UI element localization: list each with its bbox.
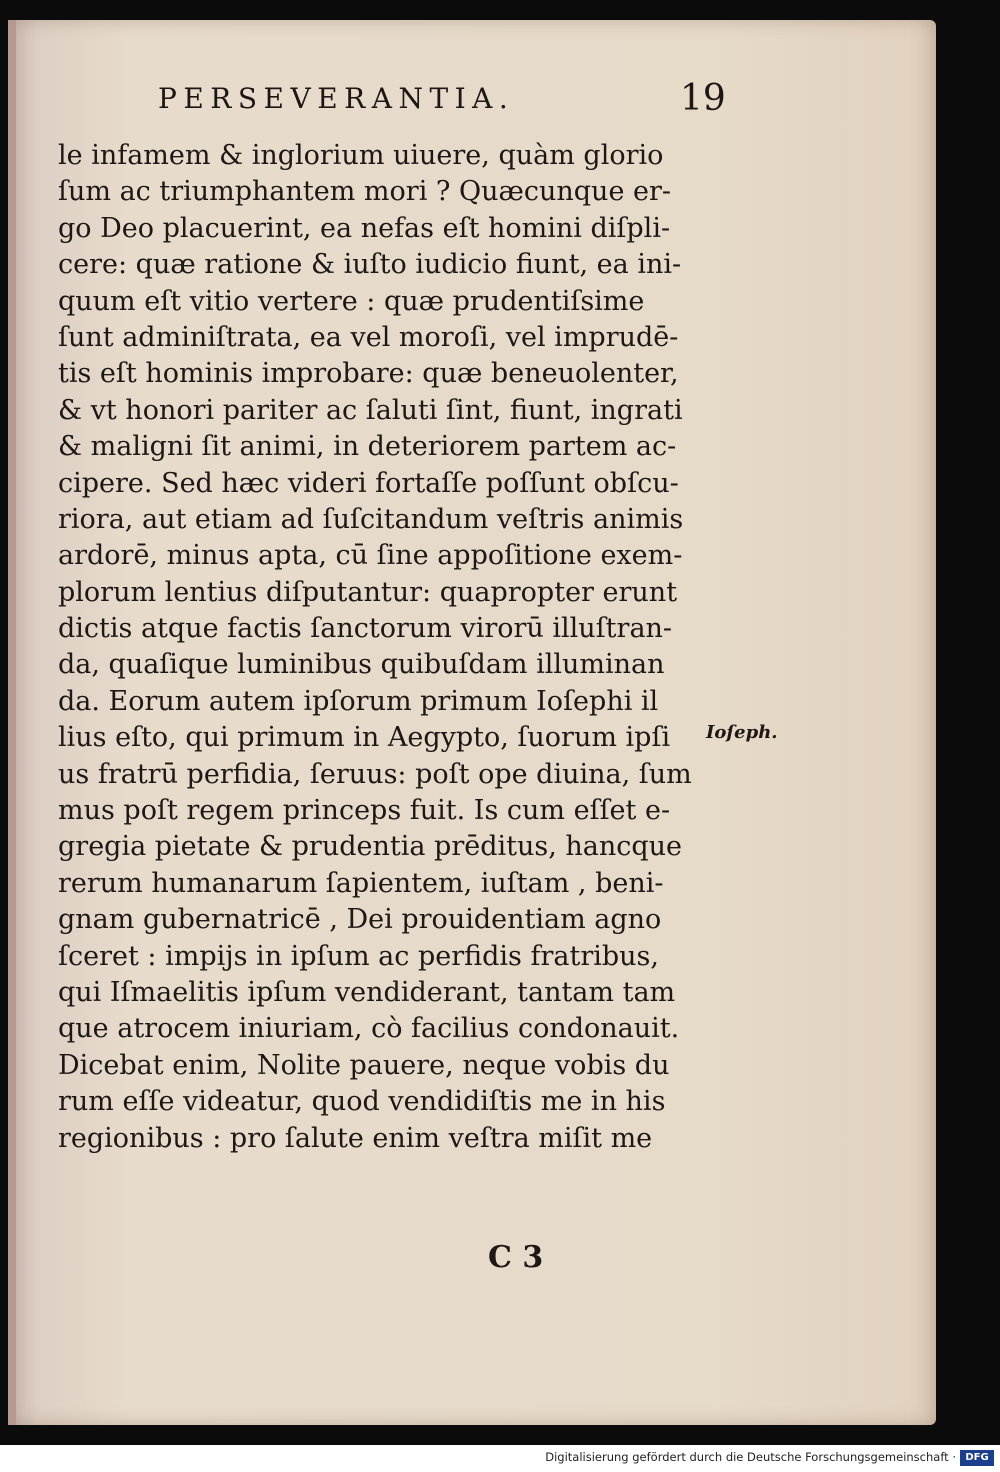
body-text <box>58 138 708 1157</box>
text-line: ſunt adminiſtrata, ea vel moroſi, vel imprudē- <box>58 321 679 353</box>
text-line: rum eſſe videatur, quod vendidiſtis me in his <box>58 1086 666 1118</box>
text-line: qui Iſmaelitis ipſum vendiderant, tantam tam <box>58 976 676 1008</box>
text-line: rerum humanarum ſapientem, iuſtam , beni- <box>58 867 664 899</box>
text-line: ſceret : impijs in ipſum ac perfidis fratribus, <box>58 940 659 972</box>
text-line: gregia pietate & prudentia prēditus, hancque <box>58 831 683 863</box>
text-line: cipere. Sed hæc videri fortaſſe poſſunt obſcu- <box>58 467 679 499</box>
text-line: cere: quæ ratione & iuſto iudicio fiunt, ea ini- <box>58 249 682 281</box>
text-line: da. Eorum autem ipſorum primum Ioſephi il <box>58 685 659 717</box>
text-line: mus poſt regem princeps fuit. Is cum eſſet e- <box>58 795 671 827</box>
dfg-logo-icon: DFG <box>960 1450 994 1466</box>
text-line: dictis atque factis ſanctorum virorū illuſtran- <box>58 613 673 645</box>
text-line: lius eſto, qui primum in Aegypto, ſuorum ipſi <box>58 722 671 754</box>
text-line: da, quaſique luminibus quibuſdam illuminan <box>58 649 665 681</box>
text-line: us fratrū perfidia, ſeruus: poſt ope diuina, ſum <box>58 758 692 790</box>
text-line: & maligni ſit animi, in deteriorem partem ac- <box>58 431 677 463</box>
funding-credit: Digitalisierung gefördert durch die Deutsche Forschungsgemeinschaft · <box>545 1450 956 1464</box>
text-line: tis eſt hominis improbare: quæ beneuolenter, <box>58 358 679 390</box>
text-line: riora, aut etiam ad ſuſcitandum veſtris animis <box>58 503 684 535</box>
text-line: gnam gubernatricē , Dei prouidentiam agno <box>58 904 662 936</box>
page-header <box>150 78 730 122</box>
text-line: regionibus : pro ſalute enim veſtra miſit me <box>58 1122 653 1154</box>
text-line: plorum lentius diſputantur: quapropter erunt <box>58 576 678 608</box>
marginal-note: Ioſeph. <box>706 722 778 743</box>
text-line: go Deo placuerint, ea nefas eſt homini diſpli- <box>58 212 671 244</box>
page-number: 19 <box>680 78 726 119</box>
page-spine-edge <box>8 20 16 1425</box>
text-line: ſum ac triumphantem mori ? Quæcunque er- <box>58 176 672 208</box>
running-head: PERSEVERANTIA. <box>158 82 515 115</box>
text-line: Dicebat enim, Nolite pauere, neque vobis du <box>58 1049 670 1081</box>
signature-mark: C 3 <box>488 1240 544 1275</box>
text-line: le infamem & inglorium uiuere, quàm glorio <box>58 140 664 171</box>
footer-credit-bar <box>0 1445 1000 1472</box>
text-line: & vt honori pariter ac ſaluti ſint, fiunt, ingrati <box>58 394 683 426</box>
text-line: quum eſt vitio vertere : quæ prudentiſsime <box>58 285 645 317</box>
text-line: que atrocem iniuriam, cò facilius condonauit. <box>58 1013 680 1045</box>
text-line: ardorē, minus apta, cū ſine appoſitione exem- <box>58 540 683 572</box>
